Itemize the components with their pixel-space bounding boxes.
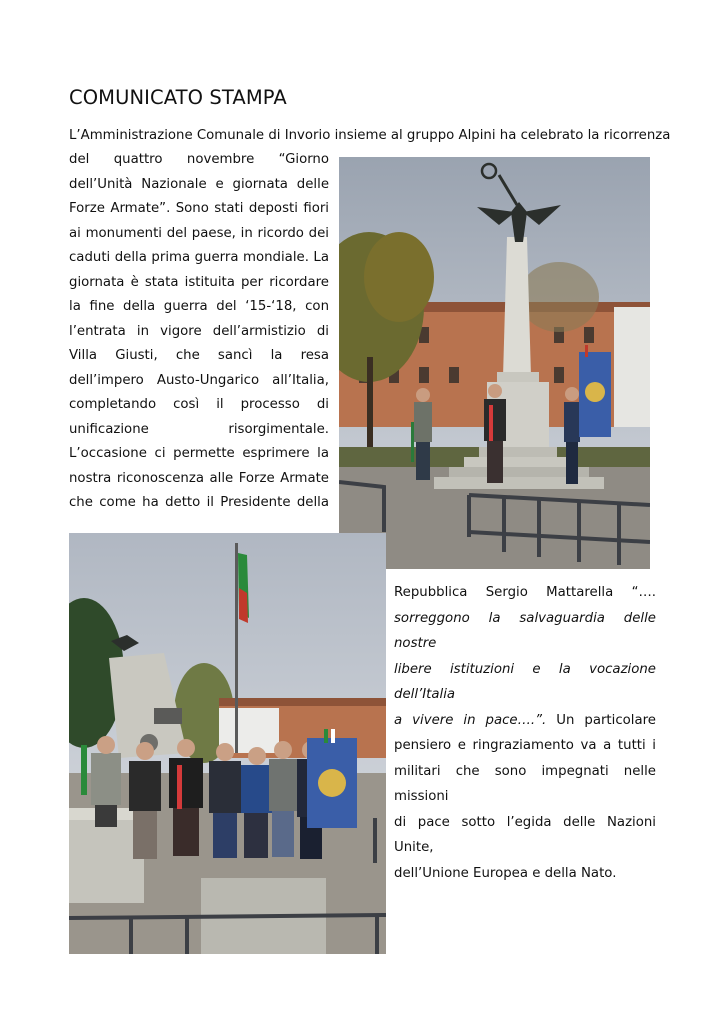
text-run: Repubblica Sergio Mattarella “…. bbox=[394, 585, 656, 600]
text-line bbox=[394, 759, 656, 810]
group-photo-drawing bbox=[69, 533, 386, 954]
text-line: completando così il processo di bbox=[69, 397, 329, 412]
left-column-text bbox=[69, 148, 329, 516]
monument-photo bbox=[339, 157, 650, 569]
text-run: di pace sotto l’egida delle Nazioni Unite, bbox=[394, 814, 656, 855]
text-line bbox=[394, 708, 656, 734]
text-line: dell’impero Austo-Ungarico all’Italia, bbox=[69, 372, 329, 388]
text-run: Un particolare bbox=[546, 712, 656, 728]
text-run: militari che sono impegnati nelle missioni bbox=[394, 763, 656, 804]
intro-line: L’Amministrazione Comunale di Invorio insieme al gruppo Alpini ha celebrato la ricorrenza bbox=[69, 128, 671, 143]
group-photo bbox=[69, 533, 386, 954]
text-line bbox=[394, 580, 656, 606]
text-line bbox=[394, 861, 656, 887]
text-run: pensiero e ringraziamento va a tutti i bbox=[394, 738, 656, 753]
text-line: L’occasione ci permette esprimere la bbox=[69, 446, 329, 461]
text-run: dell’Unione Europea e della Nato. bbox=[394, 865, 617, 881]
text-line bbox=[394, 810, 656, 861]
text-line: che come ha detto il Presidente della bbox=[69, 495, 329, 510]
text-line: la fine della guerra del ‘15-‘18, con bbox=[69, 299, 329, 314]
text-line: giornata è stata istituita per ricordare bbox=[69, 274, 329, 290]
text-line: del quattro novembre “Giorno bbox=[69, 152, 329, 167]
quote-run: sorreggono la salvaguardia delle nostre bbox=[394, 610, 656, 651]
text-line bbox=[394, 733, 656, 759]
text-line: Villa Giusti, che sancì la resa bbox=[69, 348, 329, 363]
quote-run: a vivere in pace….”. bbox=[394, 712, 547, 728]
monument-photo-drawing bbox=[339, 157, 650, 569]
text-line: l’entrata in vigore dell’armistizio di bbox=[69, 323, 329, 339]
text-line: caduti della prima guerra mondiale. La bbox=[69, 250, 329, 265]
text-line: ai monumenti del paese, in ricordo dei bbox=[69, 225, 329, 241]
text-line: dell’Unità Nazionale e giornata delle bbox=[69, 176, 329, 192]
text-line: nostra riconoscenza alle Forze Armate bbox=[69, 470, 329, 486]
right-column-text bbox=[394, 580, 656, 886]
text-line: unificazione risorgimentale. bbox=[69, 421, 329, 437]
text-line bbox=[394, 657, 656, 708]
text-line: Forze Armate”. Sono stati deposti fiori bbox=[69, 201, 329, 216]
text-line bbox=[394, 606, 656, 657]
quote-run: libere istituzioni e la vocazione dell’Italia bbox=[394, 661, 656, 702]
page-title: COMUNICATO STAMPA bbox=[69, 86, 287, 109]
